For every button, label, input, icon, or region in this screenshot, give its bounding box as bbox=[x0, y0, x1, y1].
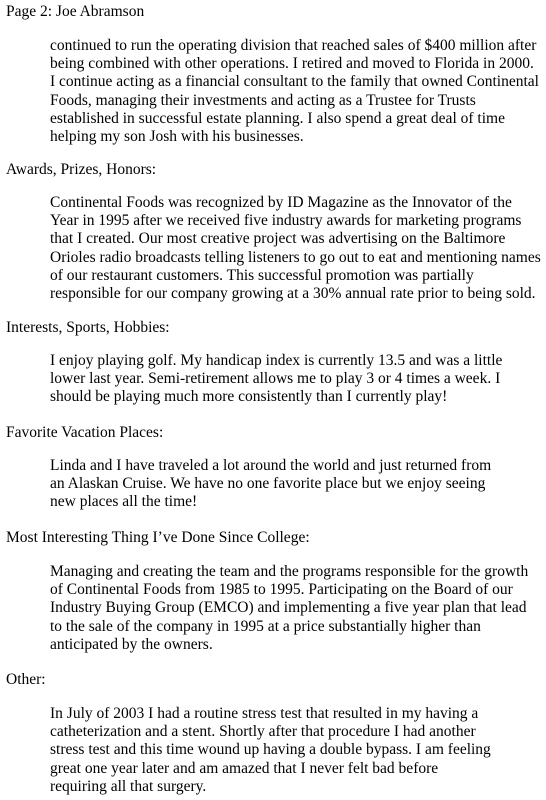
paragraph-line: Orioles radio broadcasts telling listeners to go out to eat and mentioning names bbox=[50, 248, 541, 266]
section-heading-vacation: Favorite Vacation Places: bbox=[6, 424, 164, 441]
paragraph-line: lower last year. Semi-retirement allows me to play 3 or 4 times a week. I bbox=[50, 370, 501, 388]
paragraph-line: Linda and I have traveled a lot around the world and just returned from bbox=[50, 457, 492, 474]
paragraph-line: Year in 1995 after we received five industry awards for marketing programs bbox=[50, 212, 522, 230]
paragraph-line: requiring all that surgery. bbox=[50, 777, 207, 795]
paragraph-line: continued to run the operating division that reached sales of $400 million after bbox=[50, 37, 537, 54]
paragraph-line: catheterization and a stent. Shortly after that procedure I had another bbox=[50, 723, 476, 741]
paragraph-line: responsible for our company growing at a 30% annual rate prior to being sold. bbox=[50, 285, 536, 303]
section-heading-interests: Interests, Sports, Hobbies: bbox=[6, 319, 170, 336]
paragraph-line: of our restaurant customers. This successful promotion was partially bbox=[50, 266, 474, 284]
section-heading-awards: Awards, Prizes, Honors: bbox=[6, 161, 157, 178]
paragraph-line: great one year later and am amazed that I never felt bad before bbox=[50, 759, 439, 777]
section-body-most-interesting bbox=[50, 563, 542, 654]
paragraph-line: an Alaskan Cruise. We have no one favorite place but we enjoy seeing bbox=[50, 475, 486, 493]
section-heading-other: Other: bbox=[6, 671, 46, 688]
paragraph-line: helping my son Josh with his businesses. bbox=[50, 128, 304, 146]
paragraph-line: anticipated by the owners. bbox=[50, 635, 213, 653]
paragraph-line: established in successful estate planning. I also spend a great deal of time bbox=[50, 109, 505, 127]
paragraph-line: should be playing much more consistently than I currently play! bbox=[50, 388, 448, 406]
paragraph-line: new places all the time! bbox=[50, 493, 198, 511]
paragraph-line: Industry Buying Group (EMCO) and implementing a five year plan that lead bbox=[50, 599, 527, 617]
paragraph-line: I continue acting as a financial consultant to the family that owned Continental bbox=[50, 73, 539, 91]
paragraph-line: to the sale of the company in 1995 at a price substantially higher than bbox=[50, 617, 481, 635]
paragraph-line: Continental Foods was recognized by ID Magazine as the Innovator of the bbox=[50, 194, 512, 211]
paragraph-line: In July of 2003 I had a routine stress test that resulted in my having a bbox=[50, 705, 479, 722]
continuation-paragraph bbox=[50, 37, 542, 146]
paragraph-line: Managing and creating the team and the programs responsible for the growth bbox=[50, 563, 529, 580]
page-header: Page 2: Joe Abramson bbox=[6, 3, 145, 20]
paragraph-line: of Continental Foods from 1985 to 1995. Participating on the Board of our bbox=[50, 581, 513, 599]
section-body-other bbox=[50, 705, 542, 796]
paragraph-line: stress test and this time wound up having a double bypass. I am feeling bbox=[50, 741, 491, 759]
paragraph-line: I enjoy playing golf. My handicap index is currently 13.5 and was a little bbox=[50, 352, 503, 369]
paragraph-line: being combined with other operations. I retired and moved to Florida in 2000. bbox=[50, 55, 534, 73]
section-heading-most-interesting: Most Interesting Thing I’ve Done Since College: bbox=[6, 529, 310, 546]
section-body-vacation bbox=[50, 457, 542, 512]
paragraph-line: Foods, managing their investments and acting as a Trustee for Trusts bbox=[50, 91, 476, 109]
paragraph-line: that I created. Our most creative project was advertising on the Baltimore bbox=[50, 230, 506, 248]
section-body-interests bbox=[50, 352, 542, 407]
section-body-awards bbox=[50, 194, 542, 303]
